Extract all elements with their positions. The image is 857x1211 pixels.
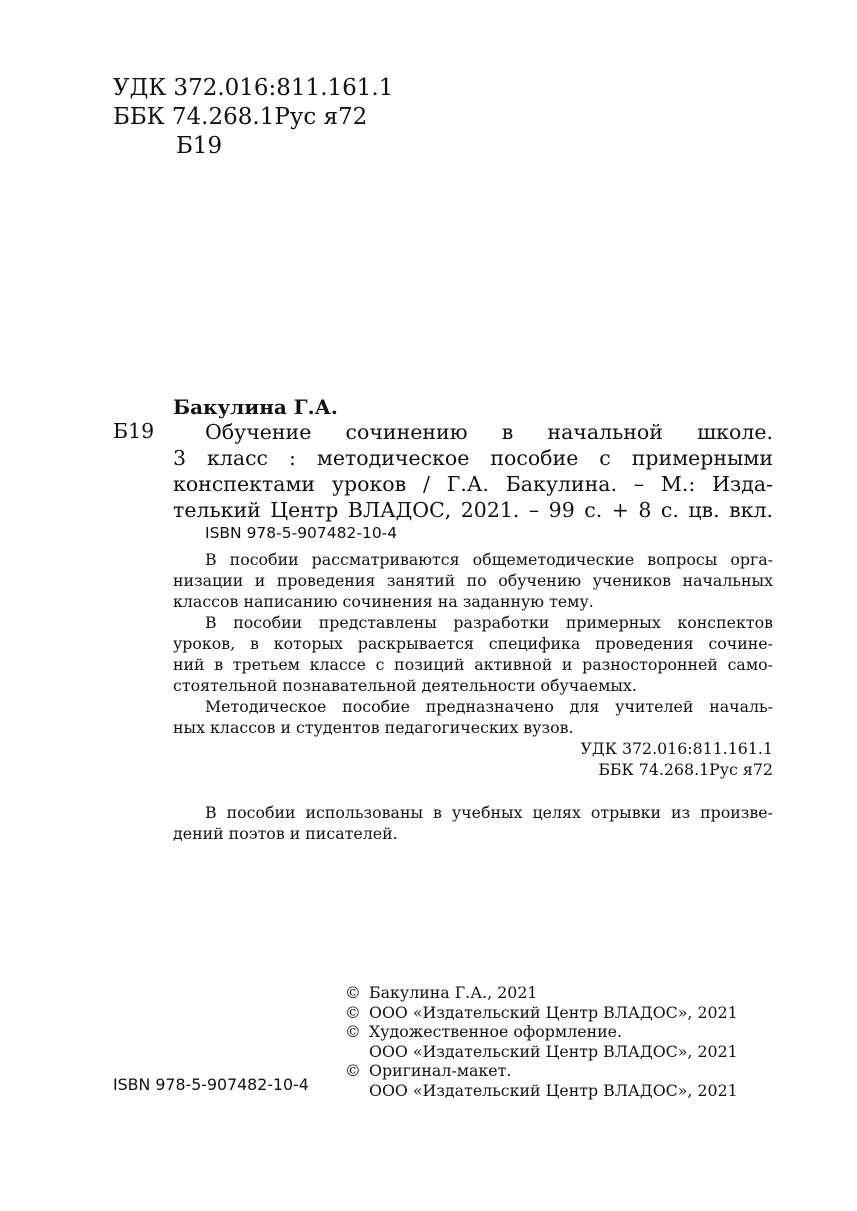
author-heading: Бакулина Г.А. <box>173 395 338 419</box>
copyright-text: Художественное оформление. <box>369 1022 623 1041</box>
annotation-line: классов написанию сочинения на заданную тему. <box>173 592 594 611</box>
copyright-row <box>345 1022 738 1042</box>
copyright-symbol <box>345 1081 369 1101</box>
entry-line: Обучение сочинению в начальной школе. <box>205 420 773 444</box>
annotation-line: низации и проведения занятий по обучению учеников начальных <box>173 571 773 590</box>
copyright-row <box>345 1081 738 1101</box>
entry-line: 3 класс : методическое пособие с примерными <box>173 446 773 470</box>
copyright-symbol: © <box>345 983 361 1002</box>
copyright-row <box>345 983 738 1003</box>
note-line: В пособии использованы в учебных целях отрывки из произве- <box>205 803 773 822</box>
entry-line: конспектами уроков / Г.А. Бакулина. – М.: Изда- <box>173 472 773 496</box>
copyright-symbol: © <box>345 1002 361 1022</box>
annotation-line: ных классов и студентов педагогических вузов. <box>173 718 574 737</box>
annotation-line: Методическое пособие предназначено для учителей началь- <box>205 697 773 716</box>
copyright-symbol <box>345 1042 369 1062</box>
annotation-line: стоятельной познавательной деятельности обучаемых. <box>173 676 637 695</box>
bbk-code: ББК 74.268.1Рус я72 <box>113 104 368 130</box>
copyright-text: ООО «Издательский Центр ВЛАДОС», 2021 <box>369 1002 738 1022</box>
copyright-text: Бакулина Г.А., 2021 <box>369 983 538 1002</box>
entry-code: Б19 <box>113 419 155 443</box>
annotation-bbk: ББК 74.268.1Рус я72 <box>598 760 773 779</box>
entry-description <box>173 419 773 523</box>
note-line: дений поэтов и писателей. <box>173 824 398 843</box>
copyright-row <box>345 1003 738 1023</box>
copyright-row <box>345 1042 738 1062</box>
copyright-symbol: © <box>345 1022 361 1041</box>
annotation-line: ний в третьем классе с позиций активной и разносторонней само- <box>173 655 773 674</box>
copyright-row <box>345 1061 738 1081</box>
author-mark: Б19 <box>176 133 223 159</box>
footer-isbn: ISBN 978-5-907482-10-4 <box>113 1075 309 1094</box>
entry-line: телький Центр ВЛАДОС, 2021. – 99 с. + 8 с. цв. вкл. <box>173 498 773 522</box>
copyright-text: ООО «Издательский Центр ВЛАДОС», 2021 <box>369 1041 738 1061</box>
annotation-line: уроков, в которых раскрывается специфика проведения сочине- <box>173 634 773 653</box>
annotation-udk: УДК 372.016:811.161.1 <box>580 739 773 758</box>
copyright-text: Оригинал-макет. <box>369 1061 512 1080</box>
annotation-line: В пособии рассматриваются общеметодические вопросы орга- <box>205 550 773 569</box>
copyright-text: ООО «Издательский Центр ВЛАДОС», 2021 <box>369 1080 738 1100</box>
udk-code: УДК 372.016:811.161.1 <box>113 75 394 101</box>
copyright-block <box>345 983 738 1100</box>
entry-isbn: ISBN 978-5-907482-10-4 <box>205 524 398 542</box>
annotation <box>173 549 773 738</box>
usage-note <box>173 802 773 844</box>
annotation-line: В пособии представлены разработки примерных конспектов <box>205 613 773 632</box>
copyright-symbol: © <box>345 1061 361 1080</box>
